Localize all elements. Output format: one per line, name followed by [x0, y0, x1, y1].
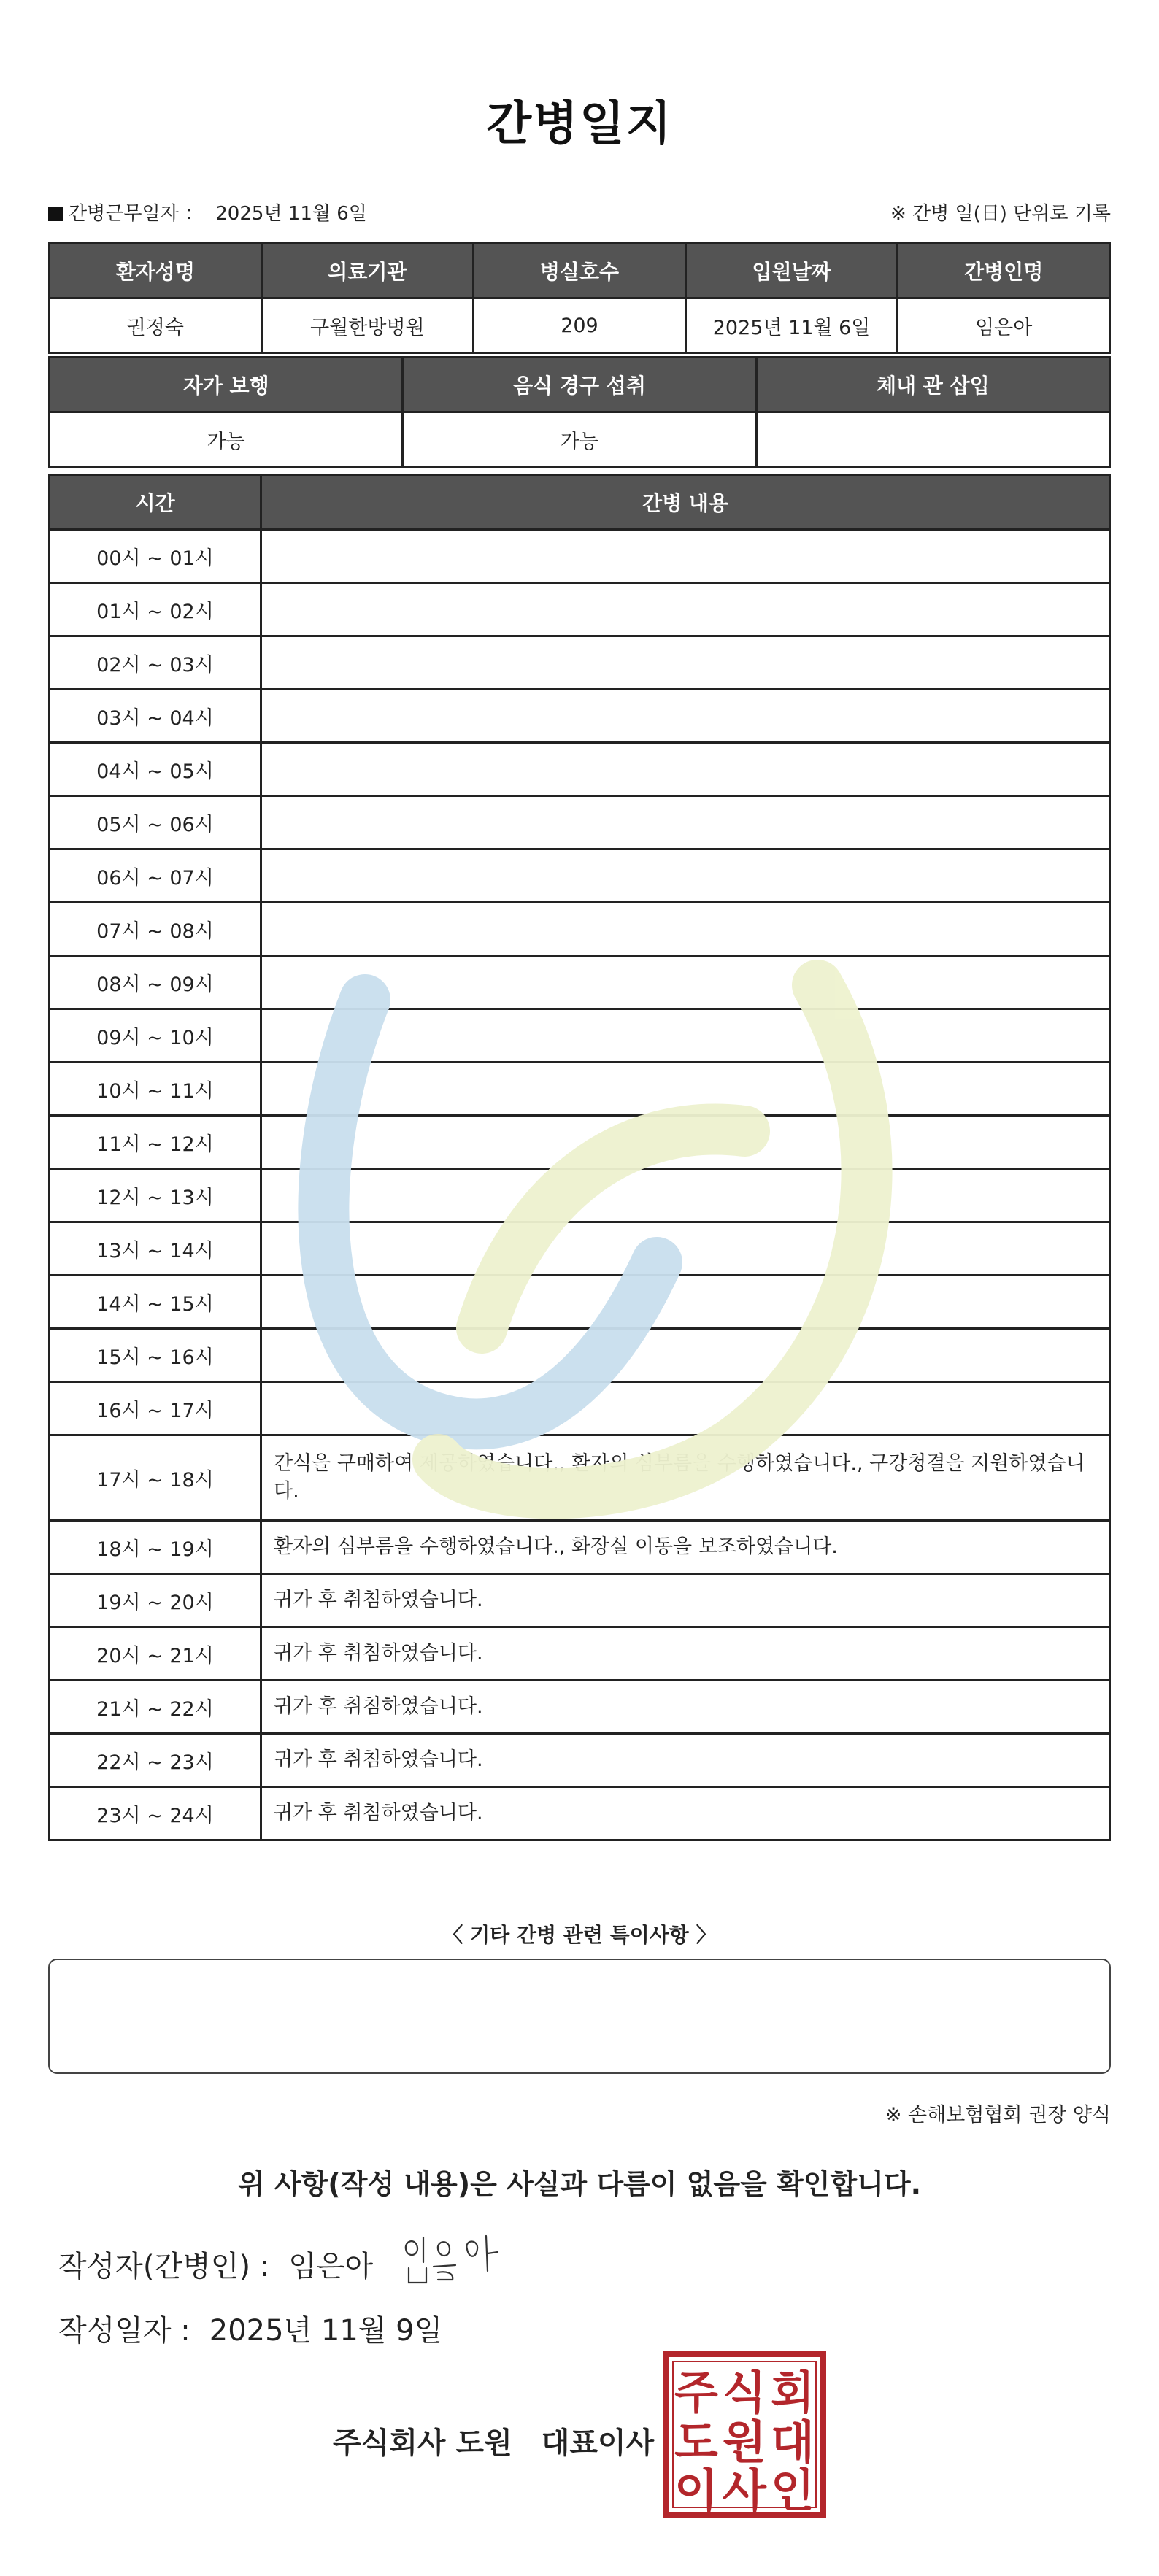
header-self-walking: 자가 보행 [50, 358, 403, 412]
patient-status-header-row [50, 358, 1110, 412]
company-seal-stamp [663, 2351, 826, 2518]
writer-row [58, 2243, 392, 2285]
header-tube-insertion: 체내 관 삽입 [756, 358, 1109, 412]
value-patient-name: 권정숙 [50, 298, 262, 353]
company-ceo-title: 대표이사 [541, 2426, 655, 2460]
care-log-time: 08시 ~ 09시 [50, 956, 261, 1009]
care-log-content [261, 1382, 1110, 1435]
care-log-time: 15시 ~ 16시 [50, 1329, 261, 1382]
care-log-content: 귀가 후 취침하였습니다. [261, 1627, 1110, 1681]
page-title: 간병일지 [486, 97, 673, 151]
care-log-content [261, 743, 1110, 796]
care-log-row [50, 1787, 1110, 1840]
care-log-row [50, 1222, 1110, 1276]
special-notes-title: 〈 기타 간병 관련 특이사항 〉 [442, 1923, 717, 1947]
care-log-content [261, 1063, 1110, 1116]
form-source-note: ※ 손해보험협회 권장 양식 [885, 2104, 1111, 2126]
care-log-time: 11시 ~ 12시 [50, 1116, 261, 1169]
header-caregiver-name: 간병인명 [898, 244, 1110, 298]
svg-text:회: 회 [771, 2366, 815, 2419]
work-date [48, 198, 367, 225]
care-log-row [50, 1734, 1110, 1787]
svg-text:인: 인 [771, 2464, 815, 2517]
care-log-time: 16시 ~ 17시 [50, 1382, 261, 1435]
svg-text:식: 식 [723, 2366, 766, 2419]
header-admission-date: 입원날짜 [685, 244, 898, 298]
care-log-row [50, 1435, 1110, 1521]
square-bullet-icon [48, 207, 63, 221]
care-log-content [261, 583, 1110, 636]
unit-note: ※ 간병 일(日) 단위로 기록 [890, 203, 1111, 225]
care-log-time: 04시 ~ 05시 [50, 743, 261, 796]
care-log-row [50, 1009, 1110, 1063]
care-log-content: 귀가 후 취침하였습니다. [261, 1734, 1110, 1787]
company-signature-line [333, 2420, 683, 2461]
care-log-content: 귀가 후 취침하였습니다. [261, 1574, 1110, 1627]
value-tube-insertion [756, 412, 1109, 467]
care-log-time: 19시 ~ 20시 [50, 1574, 261, 1627]
written-date-label: 작성일자 : [58, 2314, 190, 2348]
care-log-row [50, 743, 1110, 796]
care-log-content [261, 1009, 1110, 1063]
care-log-table [48, 474, 1111, 1841]
care-log-content [261, 796, 1110, 849]
care-log-time: 14시 ~ 15시 [50, 1276, 261, 1329]
care-log-content: 귀가 후 취침하였습니다. [261, 1681, 1110, 1734]
patient-info-table [48, 242, 1111, 354]
care-log-row [50, 1574, 1110, 1627]
care-log-time: 18시 ~ 19시 [50, 1521, 261, 1574]
svg-text:도: 도 [674, 2415, 718, 2469]
written-date-value: 2025년 11월 9일 [209, 2314, 443, 2348]
care-log-row [50, 1681, 1110, 1734]
care-log-content [261, 1276, 1110, 1329]
patient-info-value-row [50, 298, 1110, 353]
header-oral-intake: 음식 경구 섭취 [403, 358, 756, 412]
care-log-row [50, 690, 1110, 743]
care-log-time: 01시 ~ 02시 [50, 583, 261, 636]
care-log-row [50, 1627, 1110, 1681]
svg-text:사: 사 [723, 2464, 766, 2517]
care-log-time: 23시 ~ 24시 [50, 1787, 261, 1840]
care-log-time: 22시 ~ 23시 [50, 1734, 261, 1787]
header-room-number: 병실호수 [474, 244, 686, 298]
svg-text:대: 대 [771, 2415, 815, 2469]
writer-label: 작성자(간병인) : [58, 2250, 270, 2283]
care-log-time: 17시 ~ 18시 [50, 1435, 261, 1521]
care-log-content [261, 956, 1110, 1009]
header-time: 시간 [50, 475, 261, 530]
value-hospital: 구월한방병원 [261, 298, 474, 353]
care-log-row [50, 796, 1110, 849]
special-notes-box [48, 1959, 1111, 2074]
care-log-row [50, 1329, 1110, 1382]
care-log-header-row [50, 475, 1110, 530]
care-log-time: 12시 ~ 13시 [50, 1169, 261, 1222]
svg-text:원: 원 [723, 2415, 766, 2469]
written-date-row [58, 2307, 461, 2349]
care-log-row [50, 956, 1110, 1009]
care-log-row [50, 636, 1110, 690]
care-log-row [50, 1382, 1110, 1435]
work-date-label: 간병근무일자 ： [69, 203, 204, 225]
care-log-time: 20시 ~ 21시 [50, 1627, 261, 1681]
handwritten-signature [401, 2227, 511, 2293]
writer-name: 임은아 [288, 2250, 374, 2283]
patient-status-value-row [50, 412, 1110, 467]
care-log-time: 09시 ~ 10시 [50, 1009, 261, 1063]
value-room-number: 209 [474, 298, 686, 353]
care-log-row [50, 903, 1110, 956]
care-log-row [50, 849, 1110, 903]
value-caregiver-name: 임은아 [898, 298, 1110, 353]
care-log-row [50, 1276, 1110, 1329]
patient-status-table [48, 356, 1111, 468]
care-log-content: 간식을 구매하여 제공하였습니다., 환자의 심부름을 수행하였습니다., 구강청결을 지원하였습니다. [261, 1435, 1110, 1521]
care-log-row [50, 1169, 1110, 1222]
header-care-content: 간병 내용 [261, 475, 1110, 530]
care-log-content: 귀가 후 취침하였습니다. [261, 1787, 1110, 1840]
value-admission-date: 2025년 11월 6일 [685, 298, 898, 353]
care-log-time: 06시 ~ 07시 [50, 849, 261, 903]
care-log-time: 02시 ~ 03시 [50, 636, 261, 690]
care-log-content [261, 849, 1110, 903]
svg-text:이: 이 [674, 2464, 718, 2517]
care-log-time: 05시 ~ 06시 [50, 796, 261, 849]
care-log-content [261, 903, 1110, 956]
care-log-row [50, 1116, 1110, 1169]
header-patient-name: 환자성명 [50, 244, 262, 298]
patient-info-header-row [50, 244, 1110, 298]
value-self-walking: 가능 [50, 412, 403, 467]
company-name: 주식회사 도원 [333, 2426, 512, 2460]
value-oral-intake: 가능 [403, 412, 756, 467]
confirmation-statement: 위 사항(작성 내용)은 사실과 다름이 없음을 확인합니다. [237, 2168, 922, 2200]
care-log-time: 13시 ~ 14시 [50, 1222, 261, 1276]
care-log-row [50, 530, 1110, 583]
care-log-row [50, 583, 1110, 636]
care-log-content: 환자의 심부름을 수행하였습니다., 화장실 이동을 보조하였습니다. [261, 1521, 1110, 1574]
care-log-content [261, 690, 1110, 743]
work-date-value: 2025년 11월 6일 [215, 203, 367, 225]
care-log-content [261, 1329, 1110, 1382]
care-log-row [50, 1063, 1110, 1116]
care-log-content [261, 1169, 1110, 1222]
care-log-row [50, 1521, 1110, 1574]
care-log-time: 07시 ~ 08시 [50, 903, 261, 956]
care-log-content [261, 1222, 1110, 1276]
care-log-content [261, 530, 1110, 583]
svg-text:주: 주 [674, 2366, 718, 2419]
header-hospital: 의료기관 [261, 244, 474, 298]
care-log-content [261, 1116, 1110, 1169]
care-log-body [50, 530, 1110, 1840]
care-log-content [261, 636, 1110, 690]
care-log-time: 21시 ~ 22시 [50, 1681, 261, 1734]
care-log-time: 10시 ~ 11시 [50, 1063, 261, 1116]
care-log-time: 03시 ~ 04시 [50, 690, 261, 743]
care-log-time: 00시 ~ 01시 [50, 530, 261, 583]
